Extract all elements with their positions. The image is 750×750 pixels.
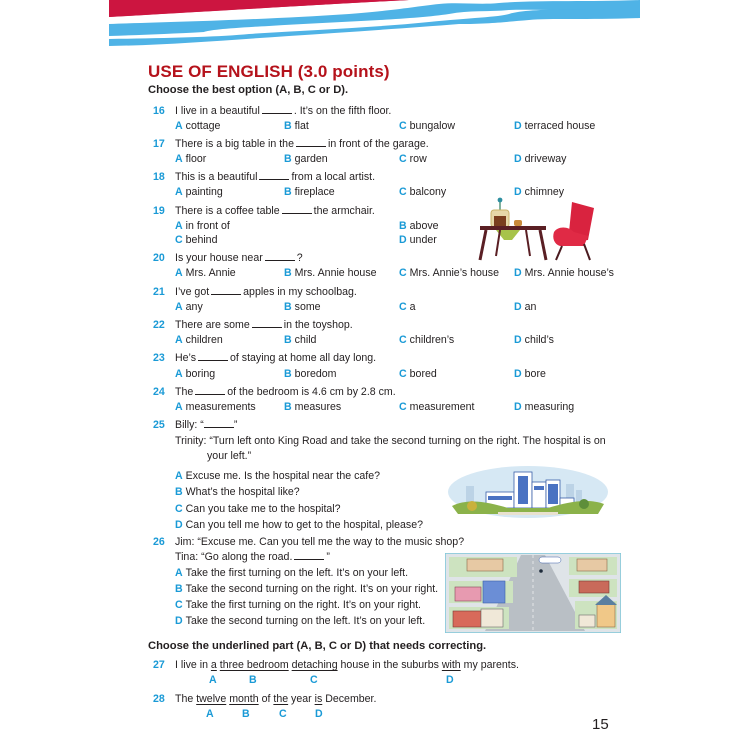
option-letter: B xyxy=(284,301,292,313)
option-letter: C xyxy=(399,186,407,198)
option-b[interactable] xyxy=(284,300,321,315)
option-letter: D xyxy=(175,615,183,627)
page-number: 15 xyxy=(592,716,609,733)
option-text: Mrs. Annie’s house xyxy=(409,267,499,279)
option-text: a xyxy=(409,301,416,313)
table-leg xyxy=(480,230,486,260)
question-stem xyxy=(175,385,396,400)
option-text: Take the second turning on the left. It’s on your left. xyxy=(185,615,426,627)
question-number: 20 xyxy=(153,252,165,264)
section-title: USE OF ENGLISH (3.0 points) xyxy=(148,62,390,81)
you-are-here-bubble xyxy=(539,557,561,563)
option-letter: A xyxy=(175,470,183,482)
header-wave-banner xyxy=(109,0,640,50)
stem-text: Is your house near xyxy=(175,252,263,264)
option-text: Excuse me. Is the hospital near the cafe? xyxy=(185,470,380,482)
option-d[interactable] xyxy=(175,518,423,533)
table-top xyxy=(480,226,546,230)
option-a[interactable] xyxy=(175,300,203,315)
answer-blank xyxy=(204,418,234,428)
answer-blank xyxy=(294,550,324,560)
option-letter: B xyxy=(284,186,292,198)
stem-text: December. xyxy=(322,693,377,705)
stem-text: of the bedroom is 4.6 cm by 2.8 cm. xyxy=(227,386,396,398)
underlined-part-b[interactable]: month xyxy=(229,693,259,705)
option-letter: D xyxy=(399,234,407,246)
answer-blank xyxy=(195,385,225,395)
table-leg xyxy=(496,230,500,256)
option-letter: D xyxy=(514,334,522,346)
question-stem xyxy=(175,418,237,433)
stem-text: The xyxy=(175,693,197,705)
option-text: Can you take me to the hospital? xyxy=(185,503,341,515)
option-d[interactable] xyxy=(399,233,437,248)
cup-icon xyxy=(514,220,522,226)
question-number: 17 xyxy=(153,138,165,150)
building-icon xyxy=(481,609,503,627)
option-c[interactable] xyxy=(399,266,499,281)
stem-text: my parents. xyxy=(460,659,519,671)
police-station-building-icon xyxy=(453,611,481,627)
option-text: in front of xyxy=(185,220,230,232)
option-a[interactable] xyxy=(175,333,223,348)
stem-text: I live in xyxy=(175,659,211,671)
underlined-part-c[interactable]: the xyxy=(273,693,289,705)
option-text: cottage xyxy=(185,120,221,132)
question-stem xyxy=(175,550,330,565)
option-text: balcony xyxy=(409,186,447,198)
option-b[interactable] xyxy=(284,266,377,281)
option-c[interactable] xyxy=(175,502,341,517)
option-letter: C xyxy=(399,401,407,413)
stem-text: year xyxy=(288,693,315,705)
option-text: painting xyxy=(185,186,223,198)
option-d[interactable] xyxy=(514,300,536,315)
option-letter: A xyxy=(175,153,183,165)
option-text: driveway xyxy=(524,153,567,165)
option-letter: B xyxy=(175,486,183,498)
option-c[interactable] xyxy=(175,598,421,613)
option-letter: A xyxy=(175,220,183,232)
option-letter: C xyxy=(399,153,407,165)
music-shop-building-icon xyxy=(455,587,481,601)
museum-building-icon xyxy=(579,581,609,593)
option-text: above xyxy=(409,220,439,232)
question-number: 16 xyxy=(153,105,165,117)
question-number: 24 xyxy=(153,386,165,398)
option-letter: D xyxy=(175,519,183,531)
option-b[interactable] xyxy=(284,119,309,134)
letter-b: B xyxy=(242,708,250,720)
option-text: child xyxy=(294,334,317,346)
option-text: row xyxy=(409,153,427,165)
letter-d: D xyxy=(315,708,323,720)
theatre-building-icon xyxy=(467,559,503,571)
option-d[interactable] xyxy=(175,614,425,629)
option-letter: D xyxy=(514,401,522,413)
question-stem xyxy=(175,251,303,266)
hospital-illustration xyxy=(448,462,608,522)
option-a[interactable] xyxy=(175,152,206,167)
stem-text: Trinity: “Turn left onto King Road and take the second turning on the right. The hospital is on xyxy=(175,435,606,447)
stem-text: Tina: “Go along the road. xyxy=(175,551,293,563)
option-letter: B xyxy=(175,583,183,595)
stem-text: I’ve got xyxy=(175,286,210,298)
option-text: Can you tell me how to get to the hospital, please? xyxy=(185,519,423,531)
option-c[interactable] xyxy=(175,233,217,248)
letter-b: B xyxy=(249,674,257,686)
option-b[interactable] xyxy=(284,367,336,382)
option-text: bored xyxy=(409,368,437,380)
building-icon xyxy=(483,581,505,603)
option-d[interactable] xyxy=(514,119,595,134)
question-number: 25 xyxy=(153,419,165,431)
building-icon xyxy=(579,615,595,627)
underlined-part-a[interactable]: twelve xyxy=(196,693,227,705)
option-letter: C xyxy=(399,301,407,313)
option-text: measurement xyxy=(409,401,475,413)
option-text: chimney xyxy=(524,186,565,198)
option-text: child’s xyxy=(524,334,554,346)
answer-blank xyxy=(262,104,292,114)
option-letter: A xyxy=(175,186,183,198)
question-stem xyxy=(175,104,391,119)
option-d[interactable] xyxy=(514,152,566,167)
option-letter: C xyxy=(399,267,407,279)
option-a[interactable] xyxy=(175,219,230,234)
stem-text: This is a beautiful xyxy=(175,171,258,183)
option-letter: B xyxy=(284,120,292,132)
option-letter: C xyxy=(175,234,183,246)
option-text: Take the second turning on the right. It’s on your right. xyxy=(185,583,439,595)
option-letter: A xyxy=(175,301,183,313)
stem-text: ” xyxy=(233,419,238,431)
letter-a: A xyxy=(206,708,214,720)
question-number: 23 xyxy=(153,352,165,364)
question-number: 21 xyxy=(153,286,165,298)
instruction-underlined-correcting: Choose the underlined part (A, B, C or D) that needs correcting. xyxy=(148,640,487,652)
option-letter: A xyxy=(175,567,183,579)
answer-blank xyxy=(265,251,295,261)
stem-text: in the toyshop. xyxy=(283,319,353,331)
option-text: fireplace xyxy=(294,186,335,198)
option-text: bungalow xyxy=(409,120,456,132)
question-stem xyxy=(175,658,519,673)
option-text: garden xyxy=(294,153,328,165)
option-letter: A xyxy=(175,120,183,132)
option-text: behind xyxy=(185,234,218,246)
option-b[interactable] xyxy=(284,152,328,167)
question-stem xyxy=(175,204,375,219)
option-text: some xyxy=(294,301,321,313)
question-stem xyxy=(175,137,429,152)
option-text: under xyxy=(409,234,437,246)
option-text: flat xyxy=(294,120,309,132)
option-text: bore xyxy=(524,368,546,380)
option-d[interactable] xyxy=(514,333,554,348)
option-letter: D xyxy=(514,267,522,279)
option-text: measures xyxy=(294,401,342,413)
option-a[interactable] xyxy=(175,566,408,581)
option-text: terraced house xyxy=(524,120,596,132)
option-d[interactable] xyxy=(514,266,614,281)
stem-text: The xyxy=(175,386,194,398)
stem-text: the armchair. xyxy=(313,205,375,217)
option-letter: C xyxy=(399,368,407,380)
option-c[interactable] xyxy=(399,333,454,348)
stem-text: from a local artist. xyxy=(291,171,376,183)
you-are-here-marker-icon xyxy=(539,569,543,573)
stem-text: ? xyxy=(296,252,303,264)
option-letter: B xyxy=(284,368,292,380)
option-text: children’s xyxy=(409,334,455,346)
stem-text: ” xyxy=(326,551,330,563)
option-letter: D xyxy=(514,368,522,380)
option-text: Mrs. Annie house xyxy=(294,267,377,279)
option-text: Take the first turning on the right. It’s on your right. xyxy=(185,599,421,611)
stem-text: Jim: “Excuse me. Can you tell me the way to the music shop? xyxy=(175,536,465,548)
option-b[interactable] xyxy=(284,185,335,200)
question-stem xyxy=(175,351,376,366)
option-letter: C xyxy=(175,599,183,611)
option-text: Mrs. Annie house’s xyxy=(524,267,614,279)
option-a[interactable] xyxy=(175,400,256,415)
option-text: boredom xyxy=(294,368,337,380)
option-letter: C xyxy=(175,503,183,515)
underlined-part-a[interactable]: a xyxy=(210,659,217,671)
question-number: 27 xyxy=(153,659,165,671)
option-text: What’s the hospital like? xyxy=(185,486,300,498)
armchair-icon xyxy=(553,202,594,260)
option-d[interactable] xyxy=(514,367,546,382)
table-leg xyxy=(540,230,546,260)
underlined-part-d[interactable]: is xyxy=(314,693,323,705)
stem-text: apples in my schoolbag. xyxy=(243,286,357,298)
option-text: measuring xyxy=(524,401,575,413)
stem-text: in front of the garage. xyxy=(327,138,429,150)
option-d[interactable] xyxy=(514,400,574,415)
stem-text: of staying at home all day long. xyxy=(230,352,377,364)
option-text: floor xyxy=(185,153,207,165)
option-text: any xyxy=(185,301,203,313)
option-letter: B xyxy=(284,267,292,279)
option-letter: C xyxy=(399,120,407,132)
answer-blank xyxy=(211,285,241,295)
question-stem xyxy=(175,318,353,333)
question-number: 28 xyxy=(153,693,165,705)
option-b[interactable] xyxy=(399,219,439,234)
answer-blank xyxy=(296,137,326,147)
question-number: 19 xyxy=(153,205,165,217)
stem-text: He’s xyxy=(175,352,197,364)
option-c[interactable] xyxy=(399,367,437,382)
option-text: Take the first turning on the left. It’s on your left. xyxy=(185,567,409,579)
teapot-icon xyxy=(491,210,509,227)
option-a[interactable] xyxy=(175,469,380,484)
option-text: boring xyxy=(185,368,216,380)
option-letter: B xyxy=(284,334,292,346)
option-letter: D xyxy=(514,301,522,313)
option-letter: C xyxy=(399,334,407,346)
option-c[interactable] xyxy=(399,300,416,315)
table-leg xyxy=(526,230,530,256)
option-letter: A xyxy=(175,368,183,380)
stem-text: There is a coffee table xyxy=(175,205,280,217)
option-text: Mrs. Annie xyxy=(185,267,236,279)
stem-text: Billy: “ xyxy=(175,419,204,431)
stem-text: I live in a beautiful xyxy=(175,105,260,117)
answer-blank xyxy=(282,204,312,214)
question-stem xyxy=(175,285,357,300)
coffee-table-and-armchair-illustration xyxy=(476,196,596,262)
letter-d: D xyxy=(446,674,454,686)
stem-text: There are some xyxy=(175,319,250,331)
letter-c: C xyxy=(279,708,287,720)
option-letter: A xyxy=(175,267,183,279)
question-stem xyxy=(175,692,376,707)
option-letter: D xyxy=(514,186,522,198)
instruction-best-option: Choose the best option (A, B, C or D). xyxy=(148,84,349,96)
underlined-part-c[interactable]: detaching xyxy=(291,659,338,671)
option-c[interactable] xyxy=(399,119,455,134)
option-c[interactable] xyxy=(399,152,427,167)
option-b[interactable] xyxy=(284,333,316,348)
option-a[interactable] xyxy=(175,367,215,382)
option-letter: D xyxy=(514,153,522,165)
building-icon xyxy=(577,559,607,571)
option-letter: B xyxy=(399,220,407,232)
option-a[interactable] xyxy=(175,119,220,134)
question-number: 26 xyxy=(153,536,165,548)
option-letter: A xyxy=(175,401,183,413)
option-c[interactable] xyxy=(399,400,474,415)
answer-blank xyxy=(252,318,282,328)
answer-blank xyxy=(259,170,289,180)
option-a[interactable] xyxy=(175,266,236,281)
question-number: 22 xyxy=(153,319,165,331)
option-text: an xyxy=(524,301,537,313)
option-letter: B xyxy=(284,401,292,413)
option-letter: D xyxy=(514,120,522,132)
question-stem xyxy=(175,170,375,185)
answer-blank xyxy=(198,351,228,361)
letter-c: C xyxy=(310,674,318,686)
street-map-illustration xyxy=(445,553,621,633)
option-text: children xyxy=(185,334,223,346)
option-letter: A xyxy=(175,334,183,346)
stem-text: . It’s on the fifth floor. xyxy=(293,105,392,117)
option-a[interactable] xyxy=(175,185,223,200)
stem-text: of xyxy=(258,693,274,705)
option-letter: B xyxy=(284,153,292,165)
stem-text: There is a big table in the xyxy=(175,138,294,150)
stem-text: house in the suburbs xyxy=(337,659,442,671)
option-b[interactable] xyxy=(175,485,300,500)
letter-a: A xyxy=(209,674,217,686)
underlined-part-d[interactable]: with xyxy=(441,659,461,671)
stem-text: your left.” xyxy=(207,450,252,462)
option-c[interactable] xyxy=(399,185,446,200)
underlined-part-b[interactable]: three bedroom xyxy=(219,659,289,671)
question-number: 18 xyxy=(153,171,165,183)
option-b[interactable] xyxy=(284,400,341,415)
option-text: measurements xyxy=(185,401,256,413)
house-icon xyxy=(597,603,615,627)
option-b[interactable] xyxy=(175,582,438,597)
